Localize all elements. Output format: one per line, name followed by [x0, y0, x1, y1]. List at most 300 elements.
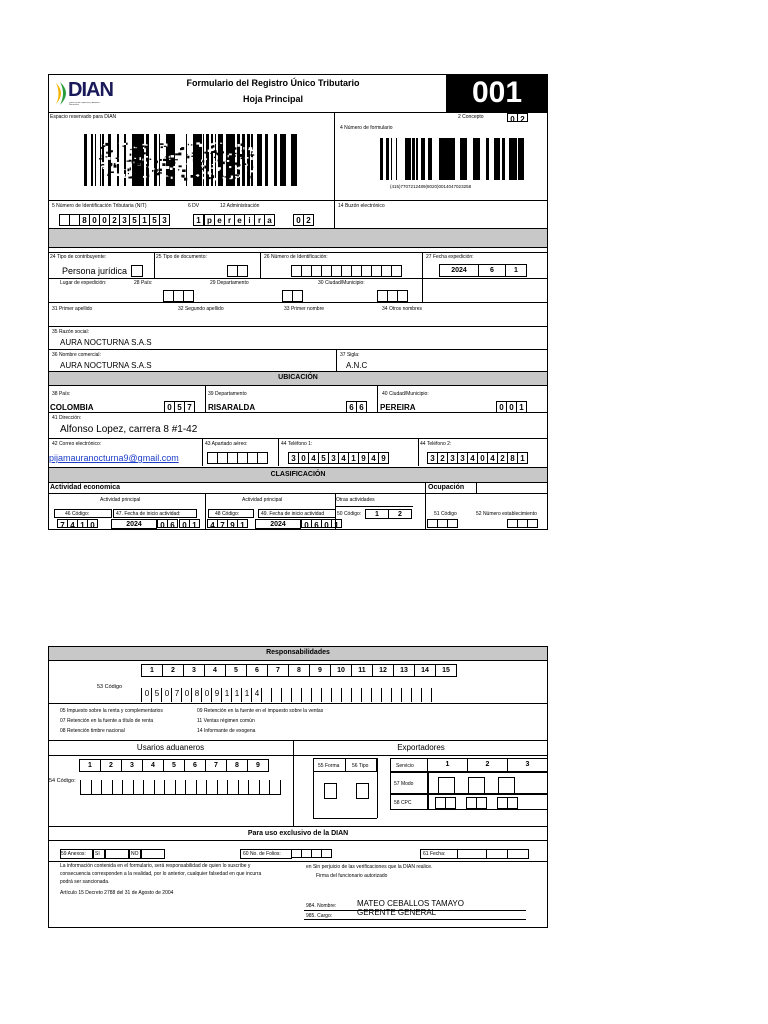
tel2-digit: 4	[487, 452, 498, 464]
barcode-noise	[188, 144, 189, 146]
pais-exp-cell	[183, 290, 194, 302]
resp-legend-item: 08 Retención timbre nacional	[60, 728, 125, 734]
barcode-noise	[195, 169, 198, 170]
sigla-label: 37 Sigla:	[340, 352, 360, 358]
barcode-noise	[191, 156, 195, 157]
barcode-bar	[391, 138, 392, 180]
barcode-noise	[219, 149, 223, 150]
barcode-noise	[212, 164, 215, 165]
barcode-bar	[494, 138, 497, 180]
barcode-noise	[157, 161, 158, 164]
barcode-bar	[380, 138, 383, 180]
barcode-noise	[170, 172, 172, 173]
aduaneros-header-cell: 1	[79, 759, 101, 772]
barcode-noise	[158, 172, 162, 173]
barcode-noise	[241, 157, 244, 159]
barcode-noise	[189, 170, 192, 173]
tipo-doc-cell	[237, 265, 248, 277]
tel2-digit: 0	[477, 452, 488, 464]
admin-code-digit: 2	[303, 214, 314, 226]
pais-code-digit: 7	[184, 401, 195, 413]
barcode-noise	[242, 150, 244, 152]
barcode-noise	[119, 143, 120, 144]
barcode-noise	[111, 171, 114, 172]
barcode-noise	[119, 157, 122, 158]
cpc-cells-1	[436, 797, 456, 809]
barcode-noise	[234, 177, 236, 179]
aduaneros-code-cell	[122, 780, 133, 794]
aduaneros-code-cell	[259, 780, 270, 794]
barcode-noise	[145, 162, 147, 164]
barcode-noise	[132, 172, 135, 174]
barcode-noise	[191, 144, 193, 145]
barcode-noise	[207, 157, 209, 159]
fecha-dian-cells	[458, 849, 529, 859]
tel2-digit: 3	[457, 452, 468, 464]
barcode-noise	[161, 146, 163, 148]
barcode-noise	[214, 178, 216, 181]
resp-header-cell: 9	[309, 664, 331, 677]
barcode-noise	[251, 157, 253, 160]
barcode-noise	[200, 177, 202, 180]
cpc-cells-2	[467, 797, 487, 809]
barcode-noise	[124, 169, 125, 170]
barcode-noise	[155, 169, 157, 172]
codigo46-digit: 0	[87, 519, 98, 528]
barcode-noise	[114, 163, 116, 165]
barcode-noise	[111, 144, 112, 146]
barcode-noise	[252, 166, 254, 167]
barcode-bar	[247, 134, 250, 186]
admin-letter: i	[244, 214, 255, 226]
barcode-noise	[186, 154, 187, 155]
barcode-noise	[237, 144, 239, 147]
fecha49-month	[302, 519, 322, 528]
aduaneros-header-cell: 2	[100, 759, 122, 772]
apartado-label: 43 Apartado aéreo:	[205, 441, 248, 447]
barcode-noise	[204, 152, 208, 154]
tipo-label: 56 Tipo	[352, 763, 369, 769]
anexos-label: 59 Anexos:	[61, 851, 86, 857]
cargo-label: 985. Cargo:	[306, 913, 333, 919]
aduaneros-code-cell	[217, 780, 228, 794]
barcode-bar	[509, 138, 512, 180]
barcode-bar	[91, 134, 93, 186]
ciudad-exp-cell	[397, 290, 408, 302]
aduaneros-code-cell	[80, 780, 91, 794]
correo-value[interactable]: pijamauranocturna9@gmail.com	[49, 453, 179, 463]
ciudad-code-digit: 0	[496, 401, 507, 413]
barcode-bar	[294, 134, 297, 186]
aduaneros-code-cell	[238, 780, 249, 794]
barcode-noise	[242, 146, 245, 147]
aduaneros-code-cell	[206, 780, 217, 794]
folios-cell	[321, 849, 332, 858]
no-label: NO	[131, 851, 139, 857]
nit-digit: 0	[89, 214, 100, 226]
barcode-noise	[195, 166, 199, 167]
concept-label: 2 Concepto	[458, 114, 484, 120]
admin-letter: a	[264, 214, 275, 226]
correo-label: 42 Correo electrónico:	[52, 441, 102, 447]
barcode-bar	[446, 138, 447, 180]
barcode-noise	[172, 147, 175, 150]
barcode-noise	[160, 143, 164, 145]
barcode-noise	[177, 177, 180, 179]
fecha49-month-digit: 0	[301, 519, 312, 528]
codigo50-label: 50 Código:	[337, 511, 362, 517]
barcode-noise	[167, 172, 169, 174]
barcode-bar	[486, 138, 487, 180]
barcode-noise	[114, 165, 117, 168]
resp-legend-item: 14 Informante de exogena	[197, 728, 256, 734]
resp-header-cell: 5	[225, 664, 247, 677]
actividad-label: Actividad economica	[50, 484, 121, 491]
barcode-noise	[200, 168, 203, 169]
resp-header-cell: 13	[393, 664, 415, 677]
barcode-bar	[293, 134, 294, 186]
barcode-noise	[142, 144, 144, 146]
ocupacion-label: Ocupación	[428, 484, 465, 491]
form-title: Formulario del Registro Único Tributario	[186, 78, 360, 88]
barcode-noise	[193, 159, 196, 161]
barcode-noise	[138, 163, 141, 165]
logo-text: DIAN	[68, 79, 113, 101]
aduaneros-header-cell: 4	[142, 759, 164, 772]
barcode-noise	[168, 175, 171, 177]
barcode-bar	[259, 134, 262, 186]
barcode-bar	[124, 134, 126, 186]
barcode-bar	[258, 134, 259, 186]
aduaneros-code-cell	[143, 780, 154, 794]
nit-digit: 1	[139, 214, 150, 226]
barcode-bar	[442, 138, 443, 180]
barcode-noise	[108, 146, 109, 147]
nit-digit: 3	[159, 214, 170, 226]
tel2-digits	[428, 452, 528, 464]
nit-digit: 5	[129, 214, 140, 226]
nit-digit: 3	[119, 214, 130, 226]
resp-headers	[142, 664, 457, 677]
disclaimer-line: podrá ser sancionada.	[60, 879, 110, 885]
barcode-noise	[132, 161, 134, 164]
aduaneros-code-row	[80, 780, 281, 795]
aduaneros-header-cell: 7	[205, 759, 227, 772]
admin-code-digit: 0	[293, 214, 304, 226]
barcode-noise	[213, 142, 217, 143]
barcode-noise	[119, 155, 121, 157]
modo-label: 57 Modo	[394, 781, 414, 787]
barcode-noise	[245, 157, 249, 159]
pais-code-digit: 5	[174, 401, 185, 413]
barcode-noise	[116, 174, 120, 177]
admin-code	[294, 214, 314, 226]
barcode-bar	[408, 138, 410, 180]
barcode-noise	[147, 175, 149, 177]
ciudad-exp-cells	[378, 290, 408, 302]
tipo-doc-cells	[228, 265, 248, 277]
barcode-noise	[105, 143, 108, 146]
barcode-bar	[155, 134, 157, 186]
fecha47-day	[180, 519, 200, 528]
fecha49-year: 2024	[255, 519, 301, 529]
fecha-dian-label: 61 Fecha:	[423, 851, 446, 857]
fecha47-year: 2024	[111, 519, 157, 529]
barcode-noise	[253, 159, 256, 160]
form-code: 001	[471, 76, 523, 109]
barcode-noise	[237, 175, 239, 176]
barcode-noise	[181, 147, 184, 150]
barcode-noise	[181, 175, 183, 178]
lugar-exp-label: Lugar de expedición:	[60, 280, 107, 286]
barcode-noise	[129, 142, 131, 144]
barcode-bar	[439, 138, 442, 180]
nit-digit: 8	[79, 214, 90, 226]
barcode-bar	[479, 138, 480, 180]
barcode-noise	[110, 150, 112, 152]
otras-cells	[366, 509, 412, 519]
tel1-digit: 3	[288, 452, 299, 464]
barcode-noise	[168, 154, 170, 156]
barcode-noise	[143, 176, 147, 178]
barcode-noise	[171, 155, 174, 157]
barcode-noise	[130, 149, 131, 150]
barcode-noise	[106, 152, 108, 154]
barcode-noise	[107, 157, 110, 160]
barcode-noise	[237, 164, 241, 166]
barcode-noise	[129, 174, 131, 176]
ciudad-code-digit: 0	[506, 401, 517, 413]
barcode-bar	[421, 138, 422, 180]
barcode-noise	[126, 143, 128, 145]
barcode-noise	[221, 175, 223, 177]
barcode-noise	[172, 153, 173, 154]
nit-label: 5 Número de Identificación Tributaria (NIT)	[52, 203, 147, 209]
fecha49-day	[322, 519, 342, 528]
barcode-noise	[229, 166, 231, 168]
servicio-headers	[428, 758, 548, 772]
barcode-noise	[123, 166, 124, 168]
razon-social-label: 35 Razón social:	[52, 329, 89, 335]
forma-box	[324, 783, 337, 799]
resp-header-cell: 1	[141, 664, 163, 677]
barcode-bar	[154, 134, 155, 186]
barcode-noise	[218, 162, 220, 163]
cpc-cell	[476, 797, 487, 809]
cargo-value: GERENTE GENERAL	[357, 908, 437, 917]
aduaneros-code-cell	[112, 780, 123, 794]
fecha47-month-digit: 6	[167, 519, 178, 528]
admin-letter: e	[214, 214, 225, 226]
resp-legend-item: 07 Retención en la fuente a título de renta	[60, 718, 154, 724]
barcode-bar	[291, 134, 293, 186]
depto-value: RISARALDA	[208, 403, 256, 412]
admin-letter: r	[254, 214, 265, 226]
aduaneros-header-cell: 5	[163, 759, 185, 772]
aduaneros-header-cell: 6	[184, 759, 206, 772]
numero52-label: 52 Número establecimiento	[476, 511, 537, 517]
barcode-noise	[116, 162, 120, 164]
resp-code-cell: 7	[171, 688, 182, 702]
fecha-exp-cells	[440, 264, 527, 277]
aduaneros-header-cell: 9	[247, 759, 269, 772]
resp-codigo-label: 53 Código	[97, 684, 123, 690]
barcode-bar	[267, 134, 268, 186]
servicio-label: Servicio	[396, 763, 414, 769]
tel1-digit: 9	[358, 452, 369, 464]
barcode-bar	[274, 134, 277, 186]
barcode-noise	[244, 163, 246, 165]
barcode-noise	[102, 165, 105, 167]
aduaneros-code-cell	[175, 780, 186, 794]
tel2-digit: 1	[517, 452, 528, 464]
barcode-noise	[225, 176, 228, 177]
barcode-noise	[199, 145, 202, 147]
servicio-header-cell: 1	[427, 758, 468, 772]
barcode-noise	[178, 169, 179, 170]
barcode-noise	[214, 157, 216, 158]
barcode-noise	[145, 166, 146, 167]
barcode-noise	[127, 174, 129, 176]
barcode-bar	[103, 134, 104, 186]
tel2-digit: 3	[427, 452, 438, 464]
barcode-noise	[208, 173, 211, 175]
barcode-bar	[146, 134, 148, 186]
barcode-bar	[282, 134, 283, 186]
barcode-noise	[120, 151, 124, 154]
barcode-noise	[121, 174, 124, 176]
nombre-comercial-label: 36 Nombre comercial:	[52, 352, 101, 358]
razon-social-value: AURA NOCTURNA S.A.S	[60, 338, 152, 347]
barcode-noise	[150, 149, 152, 151]
servicio-header-cell: 2	[467, 758, 508, 772]
firma-text: Firma del funcionario autorizado	[316, 873, 388, 879]
dv-label: 6 DV	[188, 203, 200, 209]
resp-header-cell: 11	[351, 664, 373, 677]
barcode-bar	[476, 138, 479, 180]
barcode-noise	[233, 167, 234, 168]
resp-header-cell: 14	[414, 664, 436, 677]
resp-header-cell: 4	[204, 664, 226, 677]
barcode-noise	[163, 174, 166, 175]
ciudad-exp-label: 30 Ciudad/Municipio:	[318, 280, 365, 286]
barcode-noise	[229, 162, 230, 164]
resp-code-cell: 8	[191, 688, 202, 702]
barcode-noise	[150, 159, 152, 160]
barcode-noise	[99, 158, 102, 159]
otras-2: 2	[388, 509, 412, 519]
aduaneros-code-cell	[133, 780, 144, 794]
depto-label: 39 Departamento	[208, 391, 247, 397]
folios-cells	[292, 849, 332, 858]
resp-code-cell: 0	[201, 688, 212, 702]
barcode-bar	[283, 134, 284, 186]
barcode-bar	[211, 134, 213, 186]
barcode-noise	[178, 153, 181, 156]
pais-label: 38 País:	[52, 391, 71, 397]
barcode-noise	[206, 175, 207, 177]
barcode-noise	[113, 149, 116, 150]
barcode-noise	[247, 146, 248, 149]
resp-legend-item: 11 Ventas régimen común	[197, 718, 255, 724]
fecha-exp-day: 1	[505, 264, 527, 277]
nit-digit: 0	[99, 214, 110, 226]
fecha-exp-year: 2024	[439, 264, 479, 277]
cpc-cell	[507, 797, 518, 809]
modo-box-2	[468, 777, 485, 794]
tel1-digit: 4	[368, 452, 379, 464]
barcode-bar	[449, 138, 452, 180]
barcode-noise	[153, 170, 154, 171]
fecha49-label: 49. Fecha de inicio actividad	[261, 511, 325, 517]
depto-exp-label: 29 Departamento	[210, 280, 249, 286]
barcode-noise	[228, 155, 229, 157]
resp-legend-item: 05 Impuesto sobre la renta y complementarios	[60, 708, 163, 714]
fecha49-cells	[256, 519, 301, 529]
responsabilidades-title: Responsabilidades	[266, 649, 330, 656]
barcode-noise	[229, 154, 232, 156]
codigo46-digits	[58, 519, 98, 528]
aduaneros-code-cell	[248, 780, 259, 794]
codigo46-digit: 7	[57, 519, 68, 528]
barcode-bar	[159, 134, 160, 186]
barcode-bar	[102, 134, 103, 186]
barcode-noise	[153, 168, 155, 169]
barcode-noise	[240, 155, 242, 157]
admin-label: 12 Administración	[220, 203, 260, 209]
resp-header-cell: 8	[288, 664, 310, 677]
barcode-bar	[447, 138, 449, 180]
barcode-bar	[95, 134, 96, 186]
barcode-number-text: (415)7707212489(8020)0014047023258	[390, 184, 472, 189]
aduaneros-code-cell	[154, 780, 165, 794]
tel1-digit: 0	[298, 452, 309, 464]
aduaneros-code-cell	[164, 780, 175, 794]
resp-header-cell: 7	[267, 664, 289, 677]
barcode-noise	[181, 168, 184, 169]
nit-digits	[60, 214, 170, 226]
barcode-noise	[231, 149, 233, 152]
barcode-noise	[171, 173, 175, 176]
barcode-noise	[208, 150, 211, 152]
barcode-noise	[160, 159, 162, 161]
barcode-noise	[212, 145, 214, 147]
barcode-noise	[132, 144, 134, 145]
barcode-noise	[248, 147, 252, 150]
barcode-noise	[220, 143, 222, 144]
barcode-noise	[233, 147, 237, 149]
pais-value: COLOMBIA	[50, 403, 94, 412]
aduaneros-code-cell	[269, 780, 280, 794]
barcode-noise	[182, 170, 186, 173]
resp-code-cell: 0	[141, 688, 152, 702]
resp-code-cell: 0	[181, 688, 192, 702]
codigo48-label: 48 Código:	[215, 511, 240, 517]
primer-apellido-label: 31 Primer apellido	[52, 306, 93, 312]
barcode-noise	[250, 154, 254, 155]
barcode-image	[84, 134, 300, 186]
barcode-noise	[184, 178, 187, 181]
admin-letters	[205, 214, 275, 226]
resp-code-cell: 4	[251, 688, 262, 702]
barcode-bar	[133, 134, 136, 186]
barcode-noise	[212, 175, 214, 178]
tel2-digit: 8	[507, 452, 518, 464]
nombre-label: 984. Nombre:	[306, 903, 337, 909]
tel1-digit: 4	[308, 452, 319, 464]
barcode-noise	[254, 151, 257, 153]
barcode-noise	[158, 169, 161, 172]
